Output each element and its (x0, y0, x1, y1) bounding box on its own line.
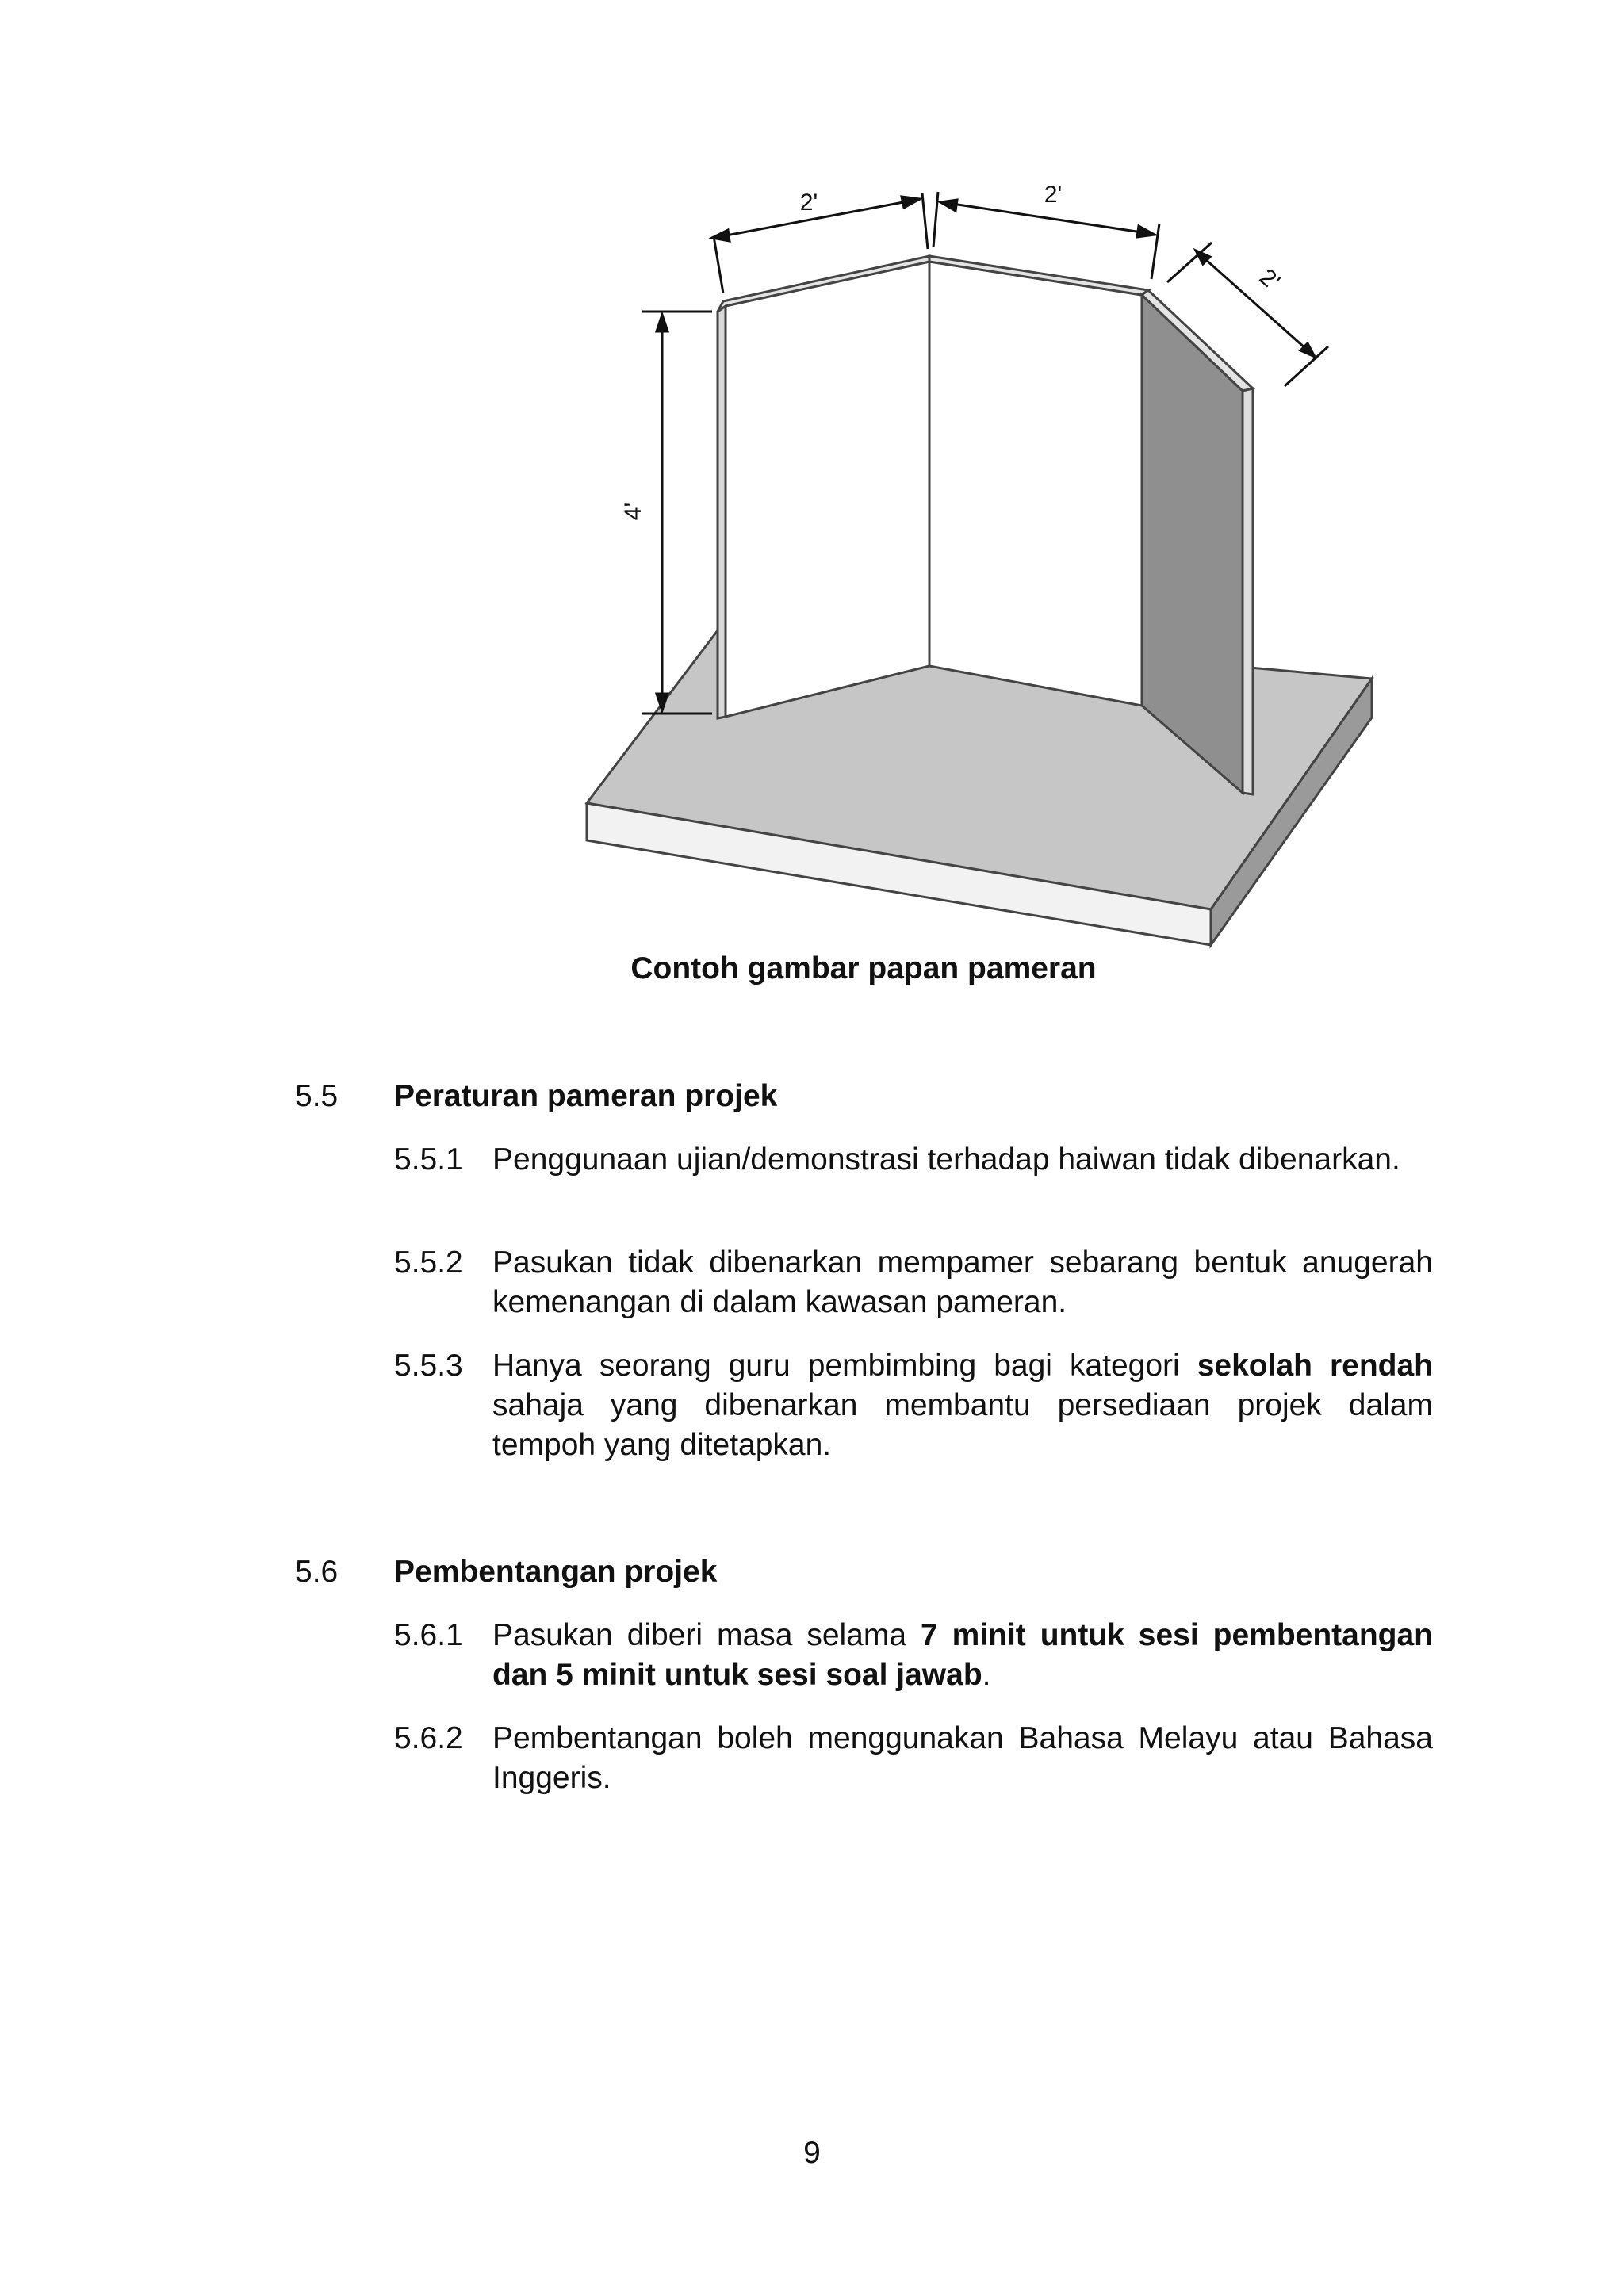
item-number: 5.5.3 (394, 1349, 463, 1383)
top-right-width-label: 2' (1044, 182, 1063, 208)
item-number: 5.5.1 (394, 1142, 463, 1177)
section-5-5-number: 5.5 (295, 1079, 339, 1113)
left-panel (726, 262, 929, 717)
section-5-6-title: Pembentangan projek (394, 1555, 718, 1589)
item-text-bold: sekolah rendah (1197, 1349, 1433, 1383)
item-text: Pembentangan boleh menggunakan Bahasa Melayu atau Bahasa Inggeris. (492, 1721, 1433, 1795)
item-number: 5.6.2 (394, 1721, 463, 1755)
section-5-6-number: 5.6 (295, 1555, 339, 1589)
item-text (492, 1616, 1433, 1695)
item-number: 5.5.2 (394, 1246, 463, 1280)
top-left-width-label: 2' (799, 189, 818, 216)
exhibition-board-figure (571, 174, 1388, 959)
center-panel (929, 262, 1142, 706)
item-text-after: . (982, 1658, 991, 1692)
figure-caption: Contoh gambar papan pameran (630, 951, 1097, 985)
item-text: Penggunaan ujian/demonstrasi terhadap haiwan tidak dibenarkan. (492, 1142, 1400, 1177)
item-text-before: Pasukan diberi masa selama (492, 1618, 921, 1652)
item-text-bold: 7 minit untuk sesi pembentangan dan 5 minit untuk sesi soal jawab (492, 1618, 1433, 1692)
item-text-after: sahaja yang dibenarkan membantu persediaan projek dalam tempoh yang ditetapkan. (492, 1388, 1433, 1462)
height-label: 4' (620, 502, 646, 521)
page-number: 9 (803, 2136, 821, 2170)
left-panel-edge (718, 306, 726, 718)
side-width-label: 2' (1254, 263, 1285, 296)
item-text: Pasukan tidak dibenarkan mempamer sebarang bentuk anugerah kemenangan di dalam kawasan pameran. (492, 1246, 1433, 1319)
item-text (492, 1346, 1433, 1465)
section-5-5-title: Peraturan pameran projek (394, 1079, 778, 1113)
side-panel-edge (1243, 388, 1253, 794)
item-text-before: Hanya seorang guru pembimbing bagi kategori (492, 1349, 1197, 1383)
item-number: 5.6.1 (394, 1618, 463, 1652)
